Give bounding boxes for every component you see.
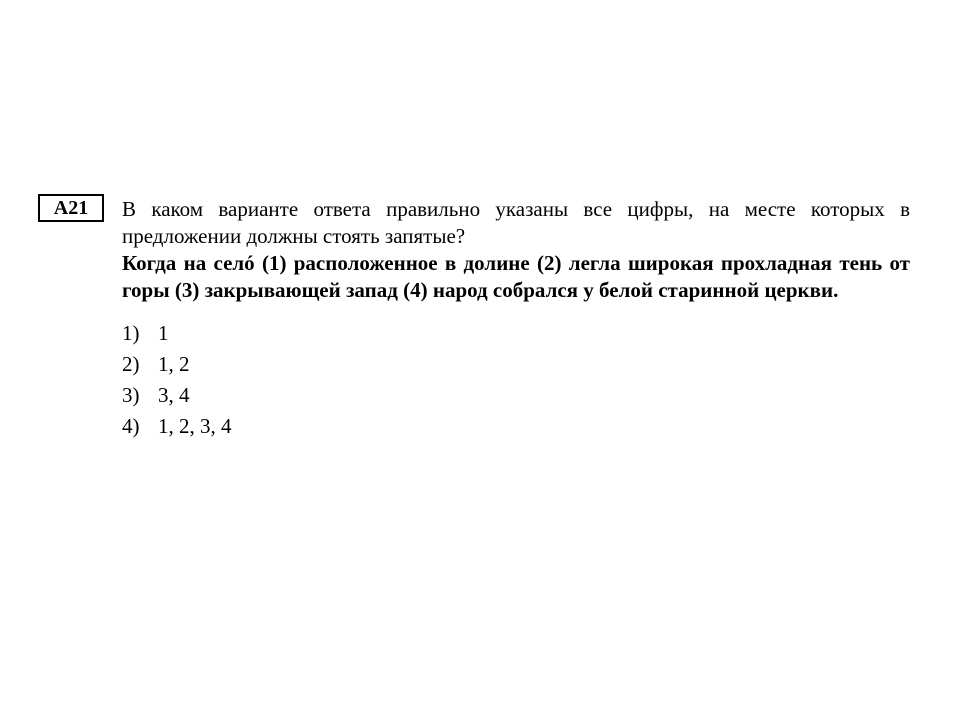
answer-option-2[interactable]: [122, 349, 910, 380]
answer-options: [122, 318, 910, 442]
option-number: 1): [122, 321, 140, 345]
task-body: [122, 196, 910, 458]
answer-option-1[interactable]: [122, 318, 910, 349]
option-number: 2): [122, 352, 140, 376]
answer-option-3[interactable]: [122, 380, 910, 411]
option-text: 3, 4: [158, 383, 190, 407]
sentence-text: Когда на селó (1) расположенное в долине (2) легла широкая прохладная тень от горы (3) закрывающей запад (4) народ собрался у белой старинной церкви.: [122, 251, 910, 302]
option-text: 1, 2, 3, 4: [158, 414, 232, 438]
task-number-badge: A21: [38, 194, 104, 222]
option-text: 1, 2: [158, 352, 190, 376]
answer-option-4[interactable]: [122, 411, 910, 442]
question-text: В каком варианте ответа правильно указаны все цифры, на месте которых в предложении должны стоять запятые?: [122, 197, 910, 248]
option-number: 3): [122, 383, 140, 407]
option-text: 1: [158, 321, 169, 345]
option-number: 4): [122, 414, 140, 438]
